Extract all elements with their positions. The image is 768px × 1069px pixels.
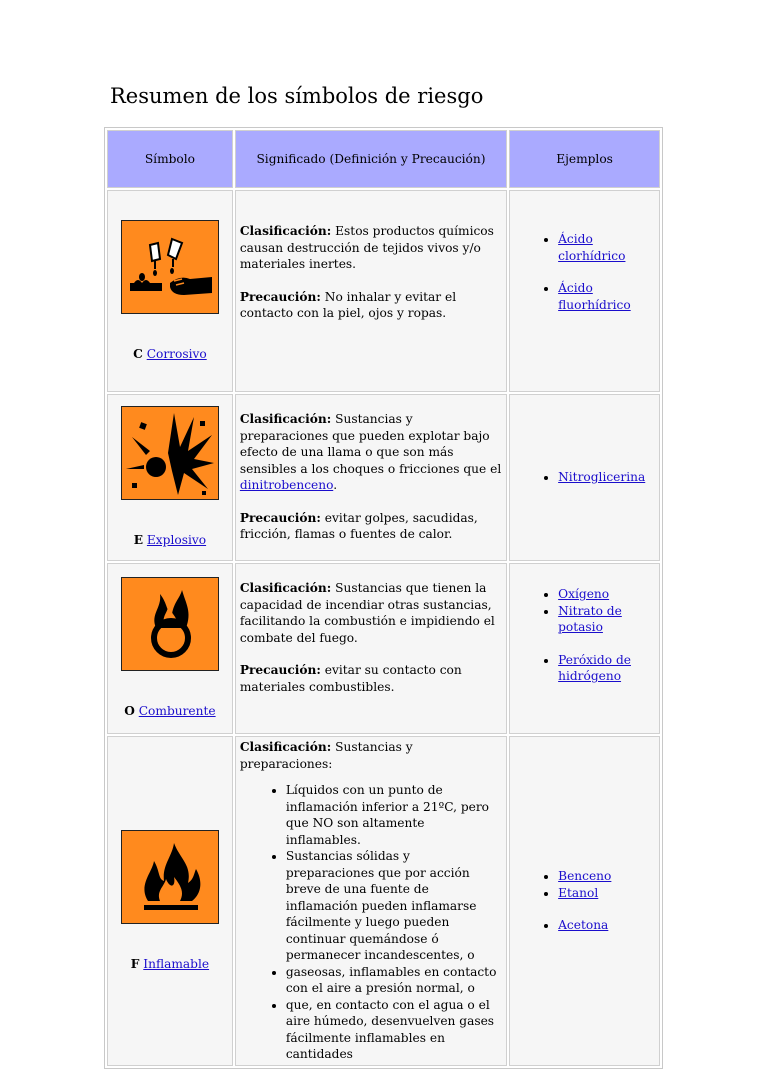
table-row <box>107 190 660 392</box>
symbol-cell <box>107 190 233 392</box>
meaning-cell <box>235 394 507 561</box>
example-link[interactable]: Acetona <box>558 918 609 932</box>
example-link[interactable]: Peróxido de hidrógeno <box>558 652 631 683</box>
classification-label: Clasificación: <box>239 412 332 426</box>
examples-list <box>510 586 659 685</box>
examples-list <box>510 231 659 313</box>
example-link[interactable]: Oxígeno <box>558 587 610 601</box>
precaution-text: evitar golpes, sacudidas, fricción, flamas o fuentes de calor. <box>239 510 478 541</box>
meaning-cell <box>235 563 507 734</box>
precaution-text: evitar su contacto con materiales combustibles. <box>239 663 462 694</box>
precaution-label: Precaución: <box>239 663 321 677</box>
header-examples: Ejemplos <box>509 130 660 188</box>
table-row <box>107 736 660 1066</box>
symbol-cell <box>107 736 233 1066</box>
symbol-letter: O <box>124 704 135 719</box>
example-item <box>558 603 659 636</box>
bullet-item: • gaseosas, inflamables en contacto con el aire a presión normal, o <box>286 964 502 997</box>
classification-text: Estos productos químicos causan destrucción de tejidos vivos y/o materiales inertes. <box>239 224 494 271</box>
example-link[interactable]: Ácido fluorhídrico <box>558 281 631 312</box>
classification-label: Clasificación: <box>239 224 332 238</box>
header-symbol: Símbolo <box>107 130 233 188</box>
header-meaning: Significado (Definición y Precaución) <box>235 130 507 188</box>
corrosive-icon <box>121 220 219 314</box>
symbol-letter: C <box>133 346 143 361</box>
example-link[interactable]: Etanol <box>558 885 599 900</box>
explosive-icon <box>121 406 219 500</box>
example-link[interactable]: Ácido clorhídrico <box>558 232 626 263</box>
example-item <box>558 917 659 934</box>
classification-paragraph <box>240 411 502 494</box>
classification-text: Sustancias y preparaciones: <box>239 740 413 771</box>
example-item <box>558 885 659 902</box>
example-item <box>558 280 659 313</box>
precaution-paragraph <box>240 289 502 322</box>
precaution-label: Precaución: <box>239 510 321 525</box>
table-row <box>107 394 660 561</box>
classification-paragraph <box>240 223 502 273</box>
examples-cell <box>509 190 660 392</box>
bullet-item: • que, en contacto con el agua o el aire húmedo, desenvuelven gases fácilmente inflamables en cantidades <box>286 997 502 1063</box>
examples-cell <box>509 394 660 561</box>
symbol-cell <box>107 563 233 734</box>
oxidizing-icon <box>121 577 219 671</box>
classification-paragraph <box>240 739 502 772</box>
symbol-letter: F <box>130 956 140 971</box>
symbol-letter: E <box>133 533 144 548</box>
classification-label: Clasificación: <box>239 740 332 754</box>
bullet-item: • Líquidos con un punto de inflamación inferior a 21ºC, pero que NO son altamente inflamables. <box>286 782 502 848</box>
examples-list <box>510 868 659 934</box>
symbol-caption <box>108 346 232 363</box>
symbol-caption <box>108 703 232 720</box>
page-title: Resumen de los símbolos de riesgo <box>110 84 484 108</box>
classification-label: Clasificación: <box>239 581 332 595</box>
example-link[interactable]: Nitrato de potasio <box>558 603 622 634</box>
examples-cell <box>509 736 660 1066</box>
precaution-label: Precaución: <box>239 289 321 304</box>
table-header-row <box>107 130 660 188</box>
examples-cell <box>509 563 660 734</box>
examples-list <box>510 469 659 486</box>
symbol-caption <box>108 956 232 973</box>
example-link[interactable]: Nitroglicerina <box>558 470 646 485</box>
example-link[interactable]: Benceno <box>558 869 612 883</box>
classification-paragraph <box>240 580 502 646</box>
example-item <box>558 652 659 685</box>
meaning-cell <box>235 190 507 392</box>
symbol-caption <box>108 532 232 549</box>
symbol-link-corrosivo[interactable]: Corrosivo <box>146 346 207 361</box>
bullet-item: • Sustancias sólidas y preparaciones que por acción breve de una fuente de inflamación pueden inflamarse fácilmente y luego pueden continuar quemándose ó permanecer incandescentes, o <box>286 848 502 964</box>
example-item <box>558 231 659 264</box>
precaution-text: No inhalar y evitar el contacto con la piel, ojos y ropas. <box>239 289 457 320</box>
dinitrobenceno-link[interactable]: dinitrobenceno <box>239 478 334 492</box>
classification-text-end: . <box>333 478 338 492</box>
table-row <box>107 563 660 734</box>
classification-text: Sustancias que tienen la capacidad de incendiar otras sustancias, facilitando la combustión e impidiendo el combate del fuego. <box>239 581 495 645</box>
symbol-link-explosivo[interactable]: Explosivo <box>146 533 207 548</box>
example-item <box>558 868 659 885</box>
example-item <box>558 469 659 486</box>
symbol-link-comburente[interactable]: Comburente <box>138 704 216 719</box>
precaution-paragraph <box>240 510 502 543</box>
precaution-paragraph <box>240 662 502 695</box>
meaning-cell <box>235 736 507 1066</box>
classification-bullets <box>240 782 502 1063</box>
flammable-icon <box>121 830 219 924</box>
example-item <box>558 586 659 603</box>
symbol-link-inflamable[interactable]: Inflamable <box>143 956 210 971</box>
symbol-cell <box>107 394 233 561</box>
risk-symbols-table <box>104 127 663 1069</box>
classification-text: Sustancias y preparaciones que pueden explotar bajo efecto de una llama o que son más sensibles a los choques o fricciones que el <box>239 412 502 476</box>
